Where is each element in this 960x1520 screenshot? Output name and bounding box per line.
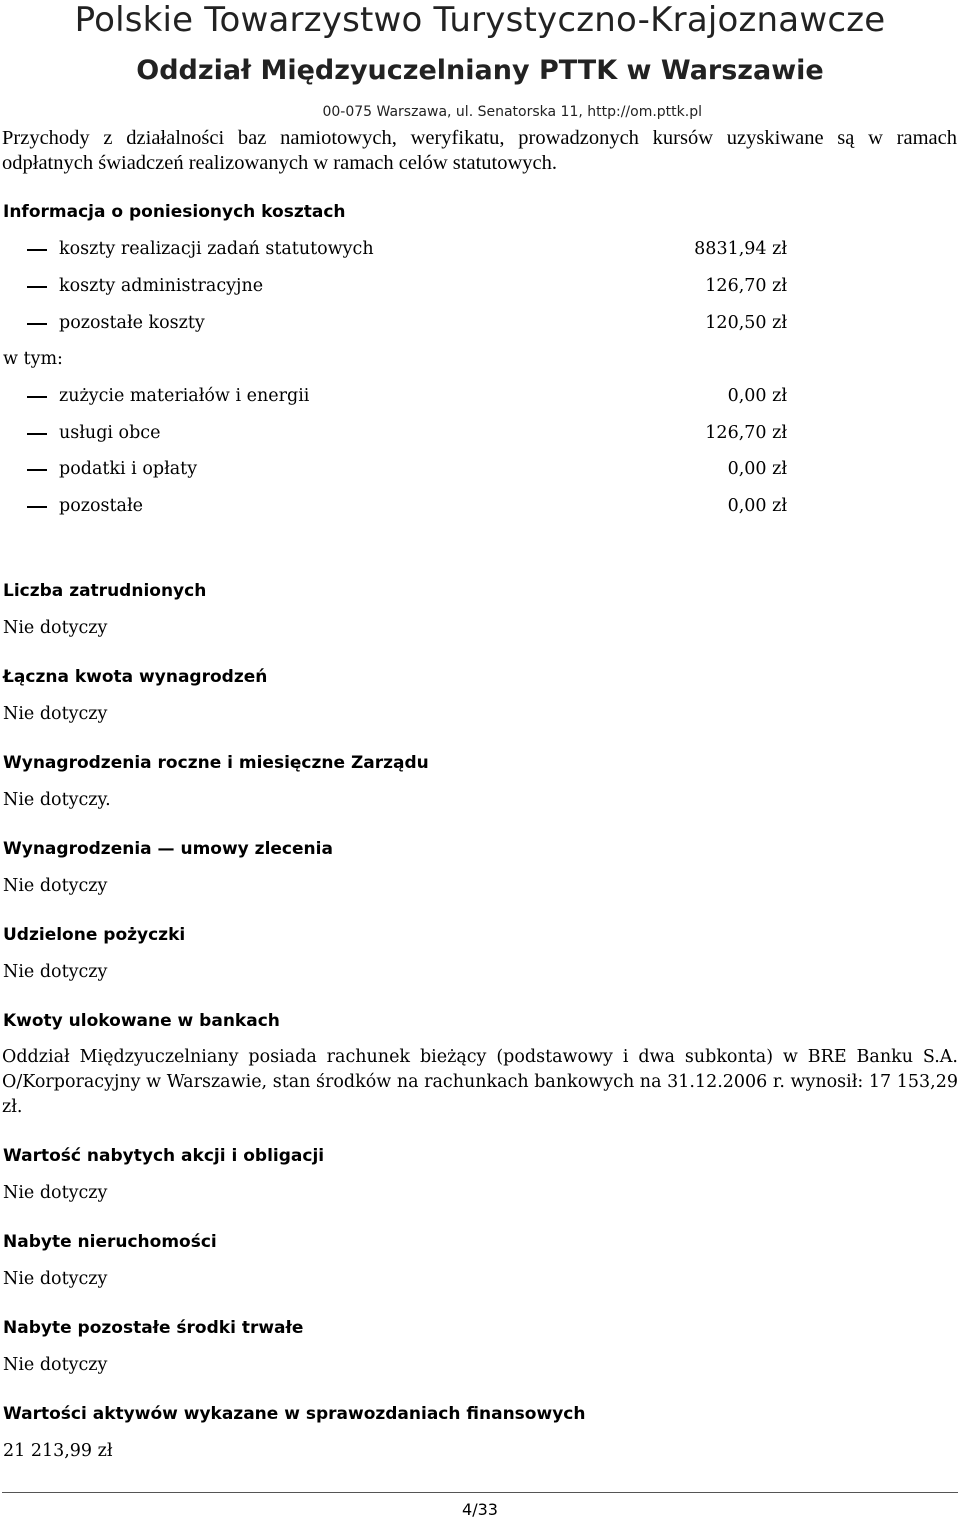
cost-amount: 0,00 zł	[727, 459, 787, 479]
cost-subrow	[0, 494, 960, 520]
address-line: 00-075 Warszawa, ul. Senatorska 11, http://om.pttk.pl	[322, 104, 702, 120]
section-text-total-salaries: Nie dotyczy	[3, 704, 108, 724]
section-text-bank-deposits: Oddział Międzyuczelniany posiada rachunek bieżący (podstawowy i dwa subkonta) w BRE Banku S.A. O/Korporacyjny w Warszawie, stan środków na rachunkach bankowych na 31.12.2006 r. wynosił: 17 153,29 zł.	[2, 1047, 958, 1117]
organization-title: Polskie Towarzystwo Turystyczno-Krajoznawcze	[74, 0, 886, 40]
cost-label: pozostałe koszty	[59, 313, 205, 333]
section-text-assets-value: 21 213,99 zł	[3, 1441, 113, 1461]
section-heading-bank-deposits: Kwoty ulokowane w bankach	[3, 1011, 280, 1031]
cost-row	[0, 274, 960, 300]
cost-amount: 8831,94 zł	[694, 239, 787, 259]
branch-subtitle: Oddział Międzyuczelniany PTTK w Warszawie	[136, 55, 824, 86]
cost-label: usługi obce	[59, 423, 161, 443]
section-heading-shares-bonds: Wartość nabytych akcji i obligacji	[3, 1146, 325, 1166]
section-text-shares-bonds: Nie dotyczy	[3, 1183, 108, 1203]
cost-label: pozostałe	[59, 496, 143, 516]
dash-bullet	[27, 506, 47, 508]
cost-subrow	[0, 384, 960, 410]
page-number: 4/33	[462, 1500, 498, 1519]
section-heading-assets-value: Wartości aktywów wykazane w sprawozdaniach finansowych	[3, 1404, 586, 1424]
section-heading-employees: Liczba zatrudnionych	[3, 581, 207, 601]
cost-label: koszty administracyjne	[59, 276, 264, 296]
cost-amount: 0,00 zł	[727, 496, 787, 516]
section-heading-real-estate: Nabyte nieruchomości	[3, 1232, 217, 1252]
footer-divider	[2, 1492, 958, 1493]
dash-bullet	[27, 286, 47, 288]
cost-row	[0, 311, 960, 337]
section-heading-board-salaries: Wynagrodzenia roczne i miesięczne Zarządu	[3, 753, 429, 773]
cost-subrow	[0, 457, 960, 483]
cost-row	[0, 237, 960, 263]
section-text-board-salaries: Nie dotyczy.	[3, 790, 111, 810]
costs-heading: Informacja o poniesionych kosztach	[3, 202, 346, 222]
cost-amount: 120,50 zł	[705, 313, 787, 333]
cost-label: zużycie materiałów i energii	[59, 386, 310, 406]
section-text-loans: Nie dotyczy	[3, 962, 108, 982]
cost-amount: 0,00 zł	[727, 386, 787, 406]
cost-amount: 126,70 zł	[705, 276, 787, 296]
section-text-employees: Nie dotyczy	[3, 618, 108, 638]
section-text-contracts: Nie dotyczy	[3, 876, 108, 896]
cost-amount: 126,70 zł	[705, 423, 787, 443]
cost-subrow	[0, 421, 960, 447]
section-heading-loans: Udzielone pożyczki	[3, 925, 186, 945]
section-heading-contracts: Wynagrodzenia — umowy zlecenia	[3, 839, 333, 859]
section-text-fixed-assets: Nie dotyczy	[3, 1355, 108, 1375]
dash-bullet	[27, 249, 47, 251]
section-heading-total-salaries: Łączna kwota wynagrodzeń	[3, 667, 268, 687]
dash-bullet	[27, 323, 47, 325]
section-text-real-estate: Nie dotyczy	[3, 1269, 108, 1289]
dash-bullet	[27, 433, 47, 435]
dash-bullet	[27, 396, 47, 398]
in-which-label: w tym:	[3, 349, 63, 369]
cost-label: podatki i opłaty	[59, 459, 198, 479]
intro-paragraph: Przychody z działalności baz namiotowych, weryfikatu, prowadzonych kursów uzyskiwane są w ramach odpłatnych świadczeń realizowanych w ramach celów statutowych.	[2, 127, 957, 174]
cost-label: koszty realizacji zadań statutowych	[59, 239, 374, 259]
dash-bullet	[27, 469, 47, 471]
section-heading-fixed-assets: Nabyte pozostałe środki trwałe	[3, 1318, 304, 1338]
